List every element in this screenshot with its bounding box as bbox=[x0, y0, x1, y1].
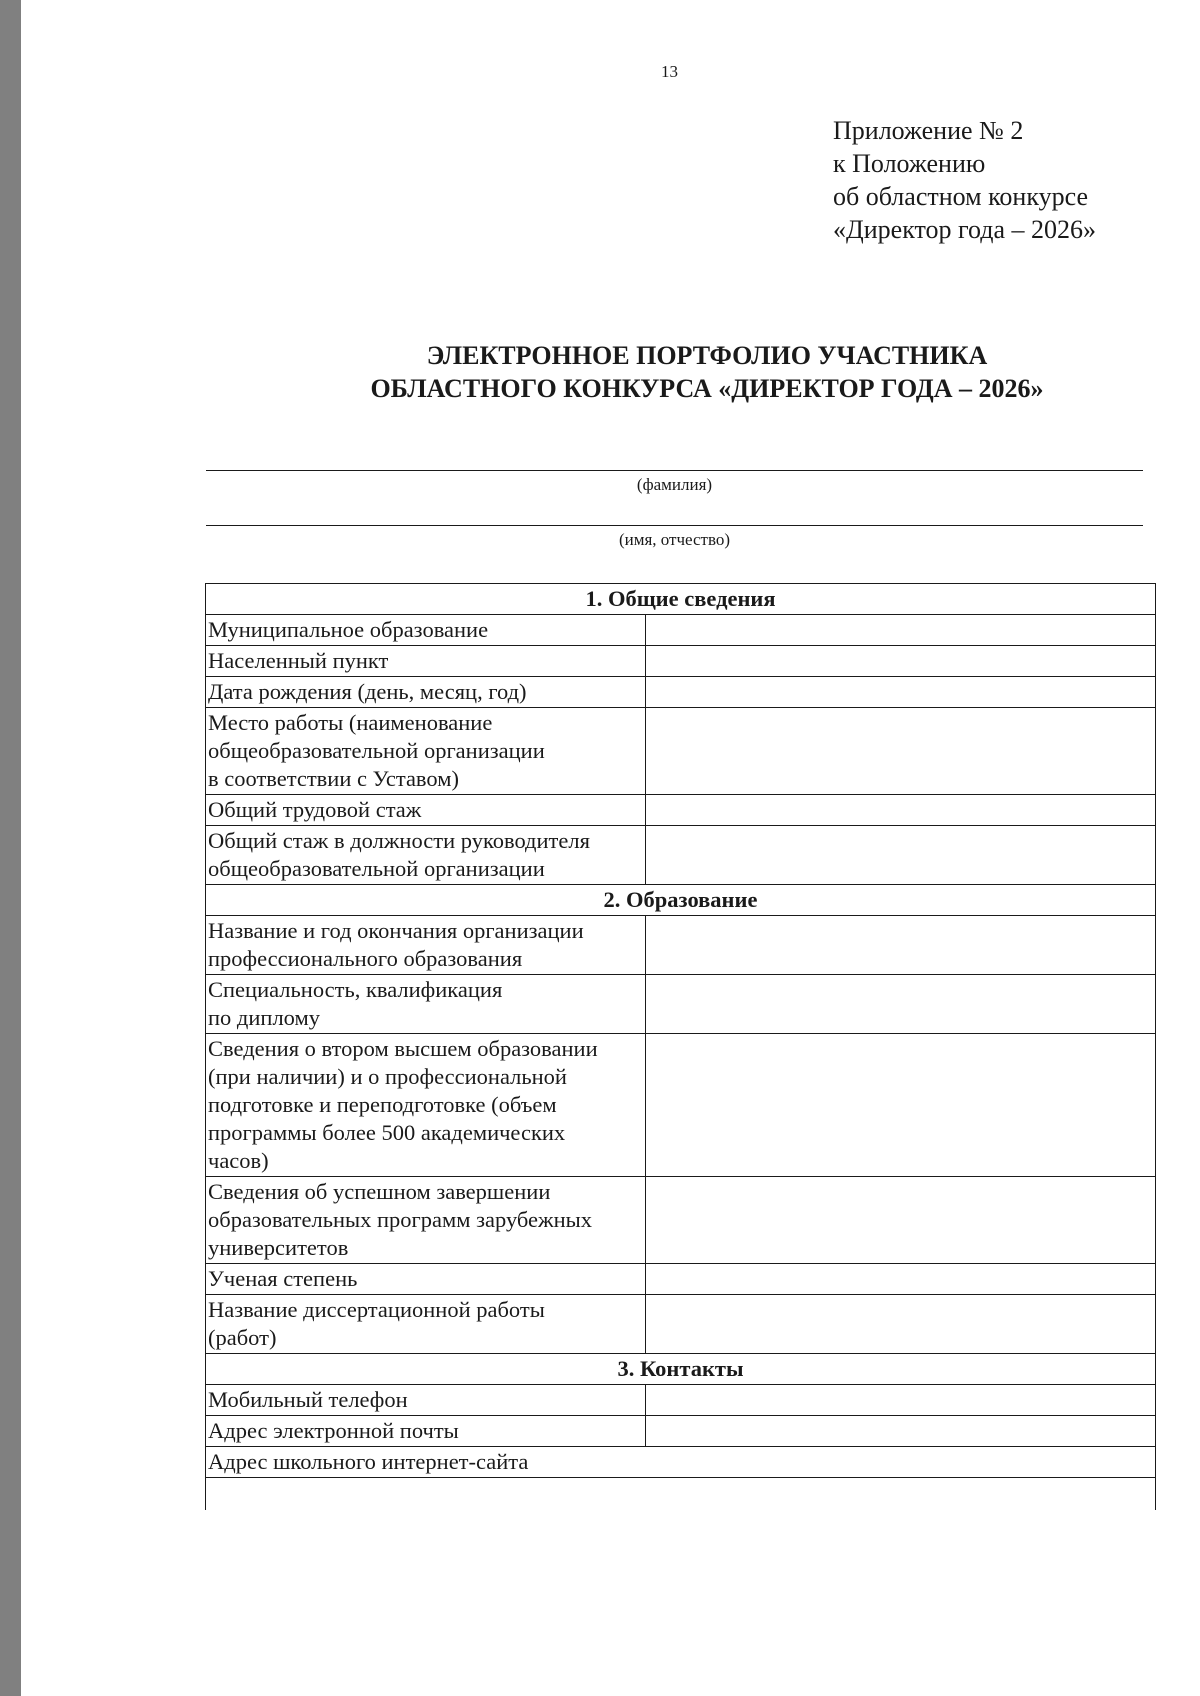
table-row bbox=[206, 975, 1156, 1034]
section-header-row bbox=[206, 584, 1156, 615]
field-value-cell[interactable] bbox=[646, 975, 1156, 1034]
appendix-line: об областном конкурсе bbox=[833, 182, 1088, 211]
table-row bbox=[206, 1416, 1156, 1447]
section-title: 1. Общие сведения bbox=[206, 584, 1156, 615]
field-label: Мобильный телефон bbox=[206, 1385, 646, 1416]
table-row bbox=[206, 677, 1156, 708]
name-caption: (имя, отчество) bbox=[618, 530, 731, 549]
title-line: ЭЛЕКТРОННОЕ ПОРТФОЛИО УЧАСТНИКА bbox=[426, 341, 988, 370]
table-row bbox=[206, 1385, 1156, 1416]
field-label-full: Адрес школьного интернет-сайта bbox=[206, 1447, 1156, 1478]
field-value-cell[interactable] bbox=[646, 826, 1156, 885]
field-value-cell[interactable] bbox=[646, 795, 1156, 826]
field-value-cell[interactable] bbox=[646, 1177, 1156, 1264]
appendix-line: Приложение № 2 bbox=[833, 116, 1024, 145]
table-row bbox=[206, 1264, 1156, 1295]
table-row bbox=[206, 795, 1156, 826]
table-row bbox=[206, 1177, 1156, 1264]
field-value-cell[interactable] bbox=[646, 646, 1156, 677]
field-label: Общий стаж в должности руководителя общеобразовательной организации bbox=[206, 826, 646, 885]
viewer-left-edge bbox=[0, 0, 21, 1696]
field-label: Муниципальное образование bbox=[206, 615, 646, 646]
section-header-row bbox=[206, 1354, 1156, 1385]
field-value-cell[interactable] bbox=[646, 1385, 1156, 1416]
title-line: ОБЛАСТНОГО КОНКУРСА «ДИРЕКТОР ГОДА – 2026» bbox=[370, 374, 1044, 403]
table-row bbox=[206, 826, 1156, 885]
section-title: 3. Контакты bbox=[206, 1354, 1156, 1385]
section-title: 2. Образование bbox=[206, 885, 1156, 916]
field-value-cell[interactable] bbox=[646, 1295, 1156, 1354]
field-value-cell[interactable] bbox=[646, 1034, 1156, 1177]
table-row bbox=[206, 916, 1156, 975]
field-label: Общий трудовой стаж bbox=[206, 795, 646, 826]
table-row bbox=[206, 615, 1156, 646]
document-page bbox=[21, 0, 1200, 1696]
table-row-open bbox=[206, 1478, 1156, 1511]
field-value-cell[interactable] bbox=[646, 1264, 1156, 1295]
field-label: Населенный пункт bbox=[206, 646, 646, 677]
surname-caption: (фамилия) bbox=[636, 475, 713, 494]
field-value-cell[interactable] bbox=[646, 708, 1156, 795]
field-value-cell[interactable] bbox=[206, 1478, 1156, 1511]
page-number: 13 bbox=[661, 62, 678, 81]
table-row bbox=[206, 1447, 1156, 1478]
table-row bbox=[206, 1034, 1156, 1177]
table-row bbox=[206, 1295, 1156, 1354]
appendix-note bbox=[833, 114, 1096, 246]
field-label: Сведения о втором высшем образовании (при наличии) и о профессиональной подготовке и переподготовке (объем программы более 500 академических часов) bbox=[206, 1034, 646, 1177]
portfolio-table bbox=[205, 583, 1156, 1510]
field-label: Название и год окончания организации профессионального образования bbox=[206, 916, 646, 975]
table-row bbox=[206, 708, 1156, 795]
field-label: Ученая степень bbox=[206, 1264, 646, 1295]
table-row bbox=[206, 646, 1156, 677]
field-label: Специальность, квалификация по диплому bbox=[206, 975, 646, 1034]
appendix-line: к Положению bbox=[833, 149, 986, 178]
field-value-cell[interactable] bbox=[646, 677, 1156, 708]
field-label: Место работы (наименование общеобразовательной организации в соответствии с Уставом) bbox=[206, 708, 646, 795]
field-label: Название диссертационной работы (работ) bbox=[206, 1295, 646, 1354]
name-line bbox=[206, 525, 1143, 526]
field-value-cell[interactable] bbox=[646, 615, 1156, 646]
field-label: Дата рождения (день, месяц, год) bbox=[206, 677, 646, 708]
field-label: Сведения об успешном завершении образовательных программ зарубежных университетов bbox=[206, 1177, 646, 1264]
appendix-line: «Директор года – 2026» bbox=[833, 215, 1097, 244]
section-header-row bbox=[206, 885, 1156, 916]
document-title bbox=[171, 339, 1200, 405]
field-label: Адрес электронной почты bbox=[206, 1416, 646, 1447]
field-value-cell[interactable] bbox=[646, 1416, 1156, 1447]
surname-line bbox=[206, 470, 1143, 471]
field-value-cell[interactable] bbox=[646, 916, 1156, 975]
